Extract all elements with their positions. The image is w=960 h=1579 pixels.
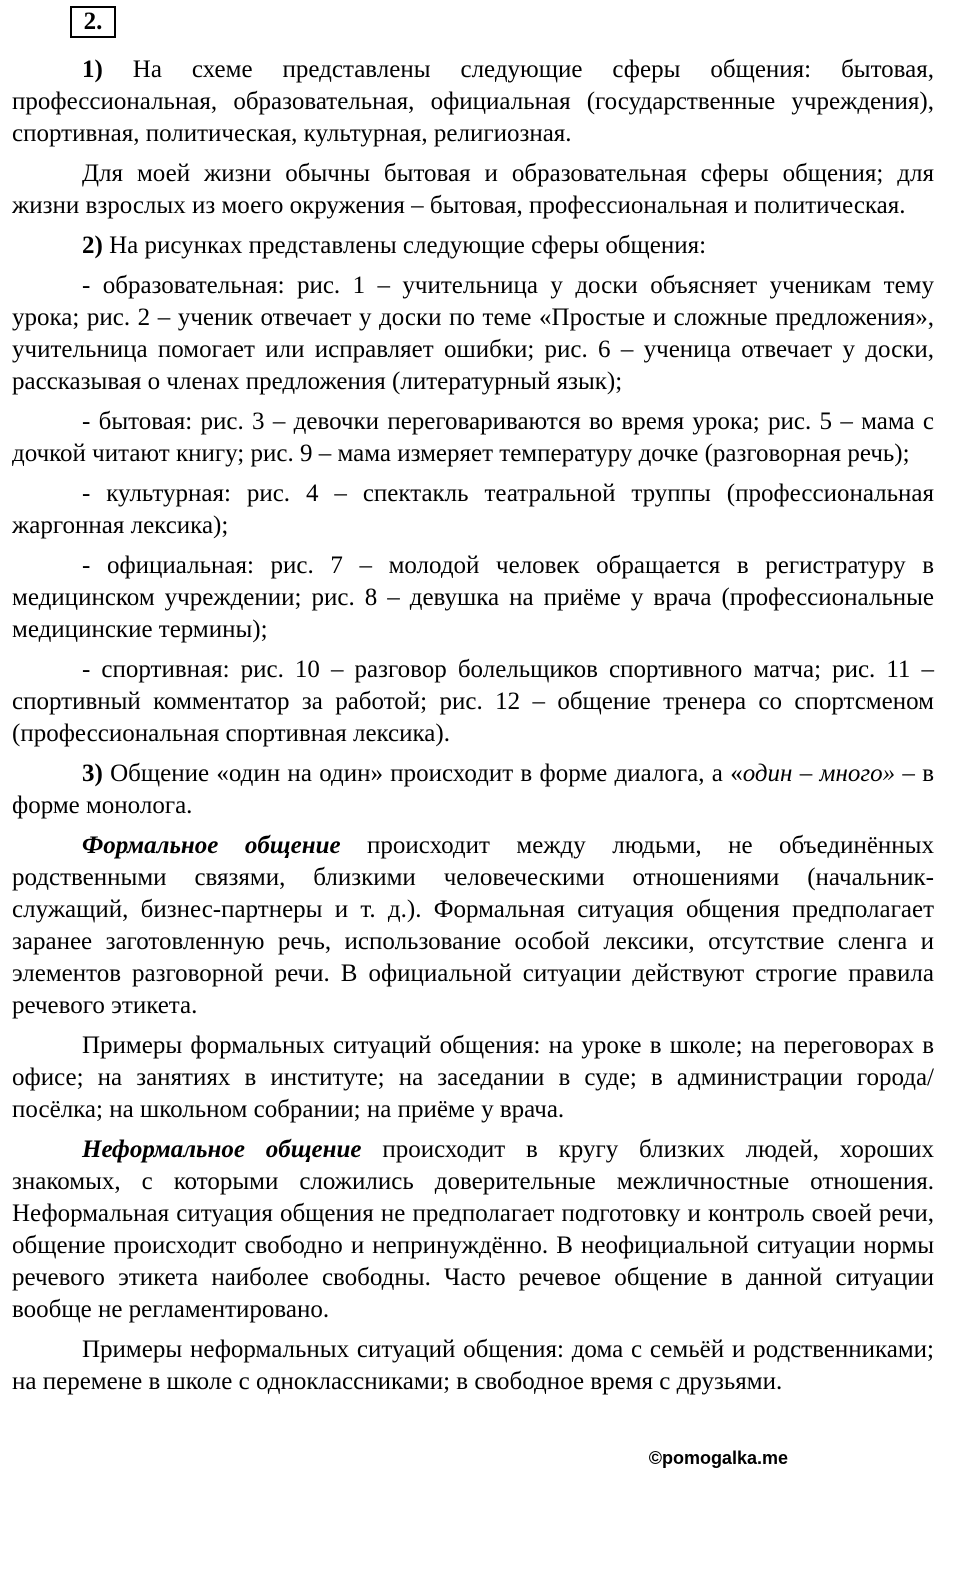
list-item-sports: - спортивная: рис. 10 – разговор болельщиков спортивного матча; рис. 11 – спортивный комментатор за работой; рис. 12 – общение тренера со спортсменом (профессиональная спортивная лексика).	[12, 656, 934, 747]
paragraph-1	[12, 54, 934, 150]
item-label-1: 1)	[82, 56, 103, 83]
term-informal: Неформальное общение	[82, 1136, 362, 1163]
list-item-cultural: - культурная: рис. 4 – спектакль театральной труппы (профессиональная жаргонная лексика);	[12, 480, 934, 539]
paragraph-3	[12, 230, 934, 262]
paragraph-9-text-b: – в форме монолога.	[12, 760, 935, 819]
list-item-official: - официальная: рис. 7 – молодой человек обращается в регистратуру в медицинском учреждении; рис. 8 – девушка на приёме у врача (профессиональные медицинские термины);	[12, 552, 934, 643]
document-body	[12, 6, 934, 1406]
paragraph-formal-text: происходит между людьми, не объединённых родственными связями, близкими человеческими отношениями (начальник-служащий, бизнес-партнеры и т. д.). Формальная ситуация общения предполагает заранее заготовленную речь, использование особой лексики, отсутствие сленга и элементов разговорной речи. В официальной ситуации действуют строгие правила речевого этикета.	[12, 832, 934, 1019]
paragraph-formal-examples: Примеры формальных ситуаций общения: на уроке в школе; на переговорах в офисе; на занятиях в институте; на заседании в суде; в администрации города/посёлка; на школьном собрании; на приёме у врача.	[12, 1032, 934, 1123]
task-number: 2.	[70, 6, 116, 38]
item-label-2: 2)	[82, 232, 103, 259]
paragraph-9-italic: один – много»	[742, 760, 896, 787]
list-item-everyday: - бытовая: рис. 3 – девочки переговариваются во время урока; рис. 5 – мама с дочкой читают книгу; рис. 9 – мама измеряет температуру дочке (разговорная речь);	[12, 408, 934, 467]
term-formal: Формальное общение	[82, 832, 341, 859]
paragraph-1-text: На схеме представлены следующие сферы общения: бытовая, профессиональная, образовательная, официальная (государственные учреждения), спортивная, политическая, культурная, религиозная.	[12, 56, 935, 147]
list-item-educational: - образовательная: рис. 1 – учительница у доски объясняет ученикам тему урока; рис. 2 – ученик отвечает у доски по теме «Простые и сложные предложения», учительница помогает или исправляет ошибки; рис. 6 – ученица отвечает у доски, рассказывая о членах предложения (литературный язык);	[12, 272, 934, 395]
item-label-3: 3)	[82, 760, 103, 787]
paragraph-formal	[12, 830, 934, 1022]
paragraph-3-text: На рисунках представлены следующие сферы общения:	[109, 232, 707, 259]
paragraph-informal-examples: Примеры неформальных ситуаций общения: дома с семьёй и родственниками; на перемене в школе с одноклассниками; в свободное время с друзьями.	[12, 1336, 934, 1395]
watermark: ©pomogalka.me	[648, 1448, 788, 1468]
paragraph-9	[12, 758, 934, 822]
paragraph-informal-text: происходит в кругу близких людей, хороших знакомых, с которыми сложились доверительные межличностные отношения. Неформальная ситуация общения не предполагает подготовку и контроль своей речи, общение происходит свободно и непринуждённо. В неофициальной ситуации нормы речевого этикета наиболее свободны. Часто речевое общение в данной ситуации вообще не регламентировано.	[12, 1136, 934, 1323]
paragraph-2: Для моей жизни обычны бытовая и образовательная сферы общения; для жизни взрослых из моего окружения – бытовая, профессиональная и политическая.	[12, 160, 934, 219]
paragraph-informal	[12, 1134, 934, 1326]
paragraph-9-text-a: Общение «один на один» происходит в форме диалога, а «	[110, 760, 743, 787]
